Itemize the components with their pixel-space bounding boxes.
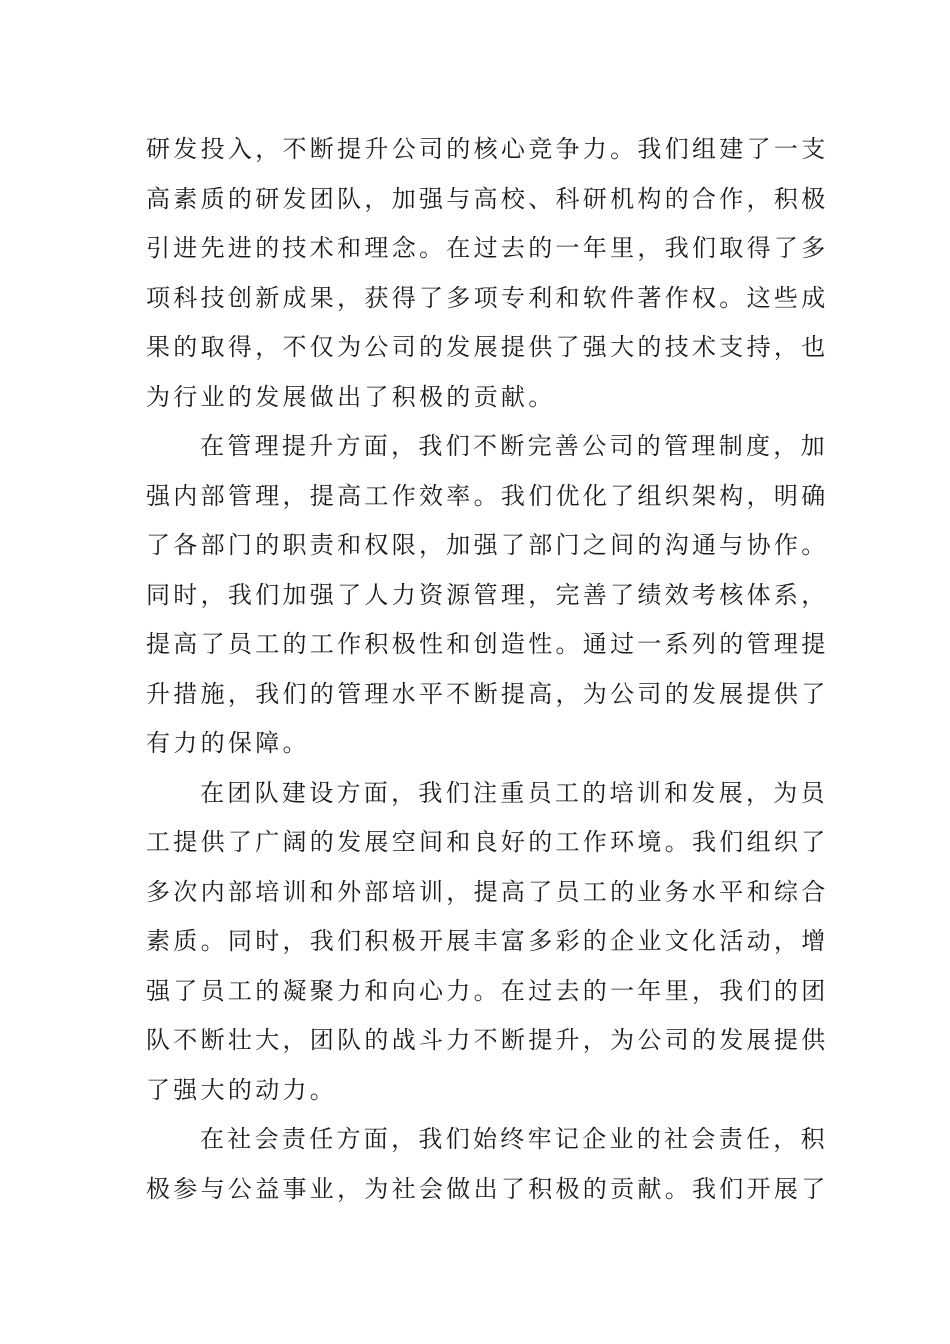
text-line: 多次内部培训和外部培训，提高了员工的业务水平和综合 [146,877,829,906]
text-line: 高素质的研发团队，加强与高校、科研机构的合作，积极 [146,184,829,213]
text-line: 极参与公益事业，为社会做出了积极的贡献。我们开展了 [146,1174,829,1203]
text-line: 强内部管理，提高工作效率。我们优化了组织架构，明确 [146,481,829,510]
text-line: 在管理提升方面，我们不断完善公司的管理制度，加 [200,432,828,460]
document-body [146,125,829,1214]
text-line: 了强大的动力。 [146,1075,338,1104]
text-line: 提高了员工的工作积极性和创造性。通过一系列的管理提 [146,630,829,658]
text-line: 在团队建设方面，我们注重员工的培训和发展，为员 [200,778,828,807]
text-line: 引进先进的技术和理念。在过去的一年里，我们取得了多 [146,234,829,262]
text-line: 果的取得，不仅为公司的发展提供了强大的技术支持，也 [146,333,829,361]
paragraph-management [146,422,829,769]
text-line: 项科技创新成果，获得了多项专利和软件著作权。这些成 [146,283,829,312]
paragraph-rd [146,125,829,422]
text-line: 研发投入，不断提升公司的核心竞争力。我们组建了一支 [146,135,829,163]
text-line: 升措施，我们的管理水平不断提高，为公司的发展提供了 [146,679,829,708]
paragraph-team [146,769,829,1116]
text-line: 为行业的发展做出了积极的贡献。 [146,382,556,411]
paragraph-social [146,1115,829,1214]
text-line: 队不断壮大，团队的战斗力不断提升，为公司的发展提供 [146,1026,829,1054]
text-line: 在社会责任方面，我们始终牢记企业的社会责任，积 [200,1125,828,1153]
text-line: 强了员工的凝聚力和向心力。在过去的一年里，我们的团 [146,976,829,1005]
text-line: 有力的保障。 [146,729,310,757]
text-line: 工提供了广阔的发展空间和良好的工作环境。我们组织了 [146,828,829,856]
text-line: 了各部门的职责和权限，加强了部门之间的沟通与协作。 [146,531,829,559]
text-line: 素质。同时，我们积极开展丰富多彩的企业文化活动，增 [146,927,829,955]
text-line: 同时，我们加强了人力资源管理，完善了绩效考核体系， [146,580,829,609]
